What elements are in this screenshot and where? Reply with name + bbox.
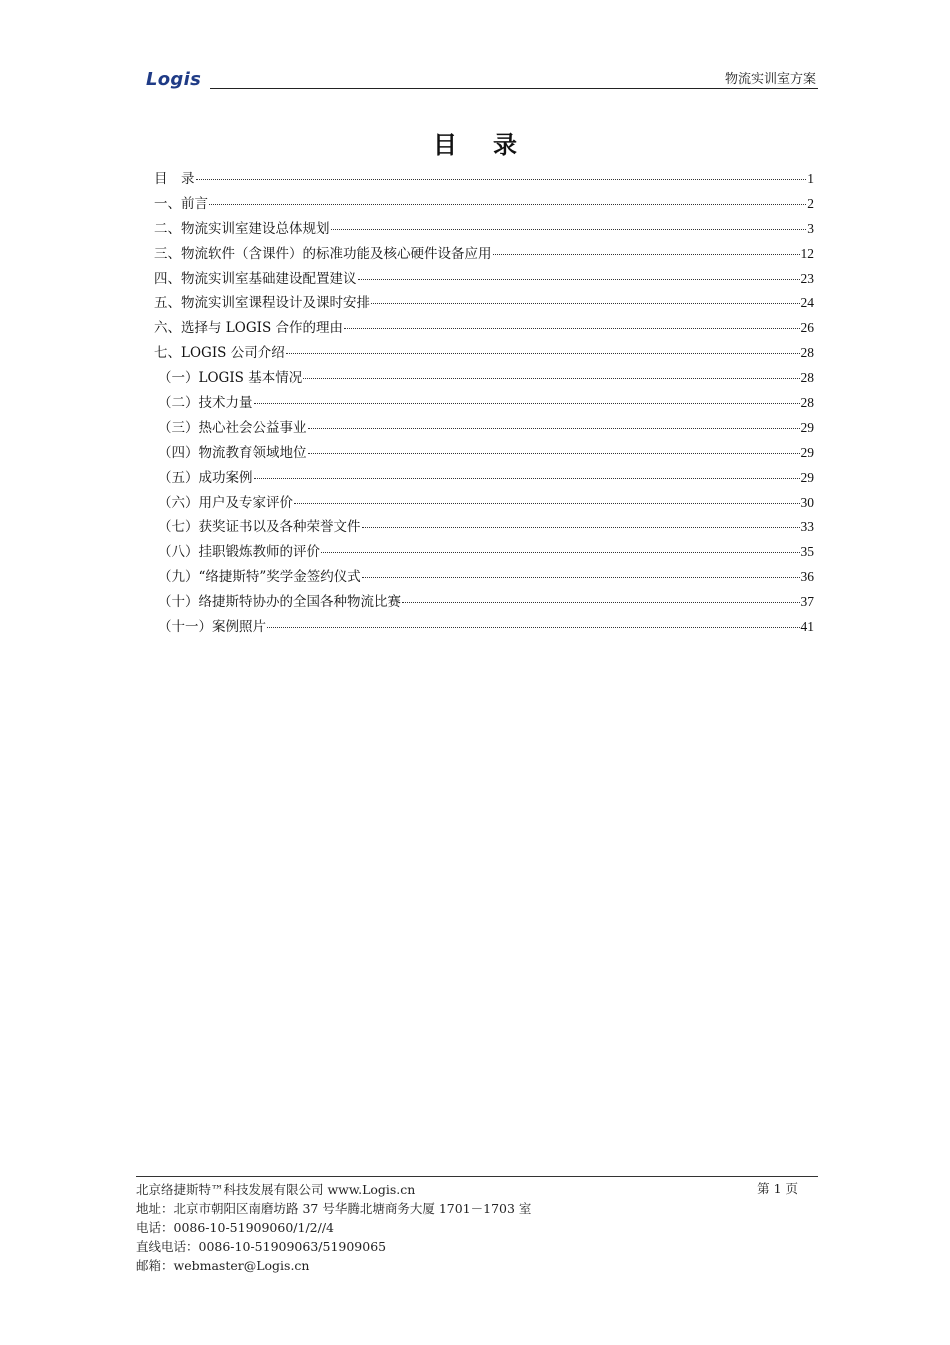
toc-entry-page: 33 <box>800 519 814 535</box>
toc-entry-label: （一）LOGIS 基本情况 <box>158 370 303 387</box>
toc-dot-leader <box>493 254 800 255</box>
toc-entry-page: 29 <box>800 444 814 460</box>
toc-entry-page: 28 <box>800 345 814 361</box>
toc-entry-label: 五、物流实训室课程设计及课时安排 <box>154 295 370 312</box>
table-of-contents <box>154 167 814 640</box>
toc-entry[interactable] <box>154 565 814 590</box>
toc-entry[interactable] <box>154 590 814 615</box>
toc-dot-leader <box>308 453 800 454</box>
toc-entry[interactable] <box>154 391 814 416</box>
toc-entry[interactable] <box>154 291 814 316</box>
toc-entry-label: 一、前言 <box>154 195 208 212</box>
toc-entry-page: 23 <box>800 270 814 286</box>
footer-direct-phone: 直线电话：0086-10-51909063/51909065 <box>136 1239 387 1254</box>
toc-entry[interactable] <box>154 192 814 217</box>
header-document-title: 物流实训室方案 <box>724 72 816 87</box>
toc-entry-page: 2 <box>807 195 814 211</box>
toc-entry-label: （十一）案例照片 <box>158 619 266 636</box>
toc-entry[interactable] <box>154 316 814 341</box>
toc-dot-leader <box>303 378 799 379</box>
toc-dot-leader <box>254 478 800 479</box>
toc-entry-page: 1 <box>807 171 814 186</box>
toc-dot-leader <box>362 577 800 578</box>
toc-entry-label: （八）挂职锻炼教师的评价 <box>158 544 320 561</box>
toc-entry-page: 36 <box>800 569 814 585</box>
toc-entry-page: 37 <box>800 594 814 610</box>
footer-company: 北京络捷斯特™科技发展有限公司 www.Logis.cn <box>136 1182 416 1197</box>
toc-entry[interactable] <box>154 267 814 292</box>
toc-entry-label: 二、物流实训室建设总体规划 <box>154 220 330 237</box>
page-header <box>146 66 818 90</box>
footer-email: 邮箱：webmaster@Logis.cn <box>136 1258 310 1273</box>
toc-entry-page: 41 <box>800 619 814 635</box>
toc-entry[interactable] <box>154 167 814 192</box>
toc-dot-leader <box>362 527 800 528</box>
toc-entry-page: 12 <box>800 245 814 261</box>
page-footer <box>136 1176 818 1275</box>
toc-entry[interactable] <box>154 515 814 540</box>
toc-entry[interactable] <box>154 615 814 640</box>
toc-entry-label: （七）获奖证书以及各种荣誉文件 <box>158 519 361 536</box>
toc-entry[interactable] <box>154 217 814 242</box>
toc-dot-leader <box>254 403 800 404</box>
toc-entry[interactable] <box>154 540 814 565</box>
toc-dot-leader <box>321 552 800 553</box>
toc-entry-label: （三）热心社会公益事业 <box>158 419 307 436</box>
toc-entry-label: 目 录 <box>154 171 195 187</box>
toc-entry-page: 26 <box>800 320 814 336</box>
logis-logo: Logis <box>146 69 202 90</box>
toc-dot-leader <box>209 204 806 205</box>
toc-entry-label: （六）用户及专家评价 <box>158 494 293 511</box>
footer-phone: 电话：0086-10-51909060/1/2//4 <box>136 1220 334 1235</box>
toc-entry[interactable] <box>154 341 814 366</box>
toc-entry-label: 六、选择与 LOGIS 合作的理由 <box>154 320 343 337</box>
toc-entry-label: （四）物流教育领域地位 <box>158 444 307 461</box>
toc-entry-page: 24 <box>800 295 814 311</box>
toc-entry-label: （二）技术力量 <box>158 395 253 412</box>
toc-entry-label: （五）成功案例 <box>158 469 253 486</box>
toc-entry[interactable] <box>154 366 814 391</box>
toc-entry-page: 30 <box>800 494 814 510</box>
toc-dot-leader <box>196 179 807 180</box>
toc-entry-page: 29 <box>800 419 814 435</box>
toc-entry-page: 3 <box>807 220 814 236</box>
footer-divider <box>136 1176 818 1177</box>
toc-heading: 目录 <box>433 131 553 159</box>
toc-entry[interactable] <box>154 466 814 491</box>
toc-dot-leader <box>358 279 800 280</box>
footer-address: 地址：北京市朝阳区南磨坊路 37 号华腾北塘商务大厦 1701－1703 室 <box>136 1201 532 1216</box>
page-number: 第 1 页 <box>757 1181 798 1196</box>
toc-entry-page: 29 <box>800 469 814 485</box>
toc-entry[interactable] <box>154 441 814 466</box>
toc-dot-leader <box>308 428 800 429</box>
toc-dot-leader <box>267 627 800 628</box>
toc-entry-label: 四、物流实训室基础建设配置建议 <box>154 270 357 287</box>
toc-entry[interactable] <box>154 416 814 441</box>
toc-entry-page: 28 <box>800 370 814 386</box>
toc-dot-leader <box>286 353 800 354</box>
toc-entry-page: 35 <box>800 544 814 560</box>
toc-dot-leader <box>294 503 800 504</box>
toc-entry-label: 七、LOGIS 公司介绍 <box>154 345 285 362</box>
toc-dot-leader <box>402 602 800 603</box>
header-divider <box>210 88 818 89</box>
toc-entry[interactable] <box>154 491 814 516</box>
toc-entry-label: （九）“络捷斯特”奖学金签约仪式 <box>158 569 361 586</box>
toc-dot-leader <box>344 328 800 329</box>
toc-entry-label: （十）络捷斯特协办的全国各种物流比赛 <box>158 594 401 611</box>
toc-dot-leader <box>371 303 800 304</box>
toc-entry[interactable] <box>154 242 814 267</box>
toc-entry-label: 三、物流软件（含课件）的标准功能及核心硬件设备应用 <box>154 245 492 262</box>
toc-dot-leader <box>331 229 807 230</box>
toc-entry-page: 28 <box>800 395 814 411</box>
